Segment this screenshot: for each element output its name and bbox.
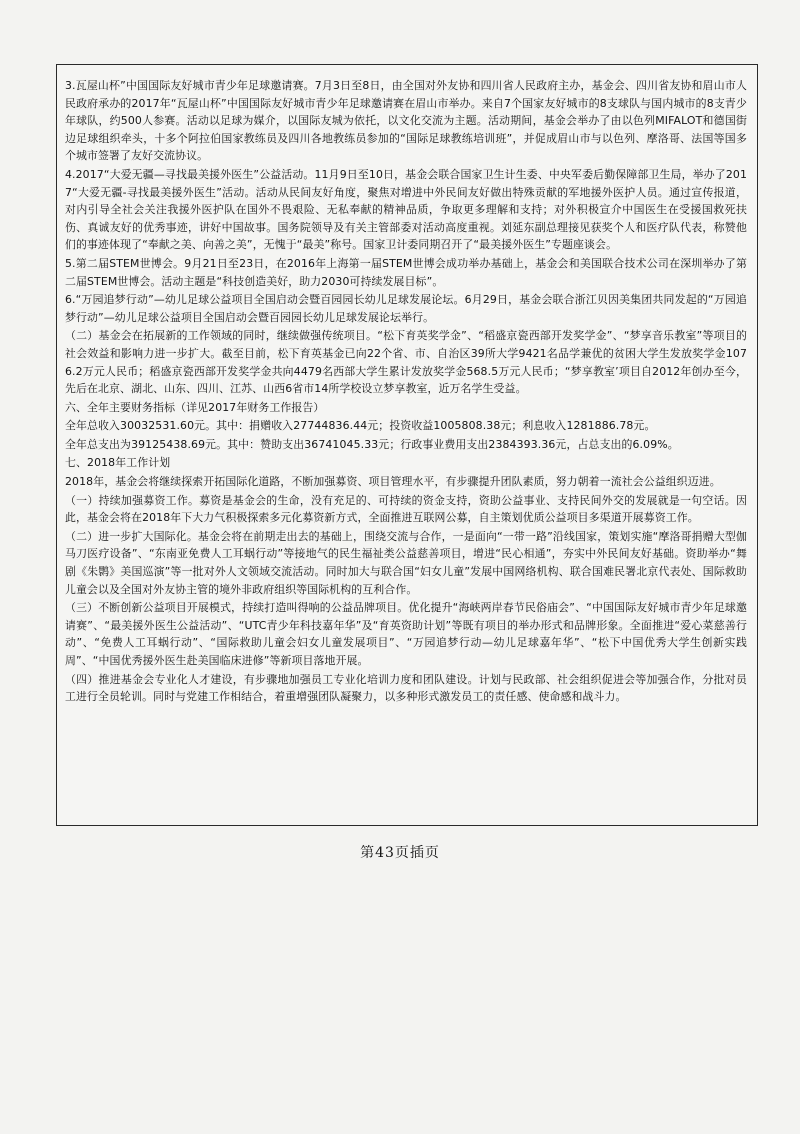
section-heading-2018-plan: 七、2018年工作计划 (65, 456, 171, 470)
paragraph-talent-building: （四）推进基金会专业化人才建设，有步骤地加强员工专业化培训力度和团队建设。计划与民政部、社会组织促进会等加强合作，分批对员工进行全员轮训。同时与党建工作相结合，着重增强团队凝聚力，以多种形式激发员工的责任感、使命感和战斗力。 (65, 672, 747, 704)
paragraph-total-income: 全年总收入30032531.60元。其中：捐赠收入27744836.44元；投资收益1005808.38元；利息收入1281886.78元。 (65, 419, 656, 433)
paragraph-best-foreign-aid-doctor: 4.2017“大爱无疆—寻找最美援外医生”公益活动。11月9日至10日，基金会联合国家卫生计生委、中央军委后勤保障部卫生局，举办了2017“大爱无疆-寻找最美援外医生”活动。活动从民间友好角度，聚焦对增进中外民间友好做出特殊贡献的军地援外医护人员。通过宣传报道，对内引导全社会关注我援外医护队在国外不畏艰险、无私奉献的精神品质，争取更多理解和支持；对外积极宣介中国医生在受援国救死扶伤、真诚友好的优秀事迹，讲好中国故事。国务院领导及有关主管部委对活动高度重视。刘延东副总理接见获奖个人和医疗队代表，称赞他们的事迹体现了“奉献之美、向善之美”，无愧于“最美”称号。国家卫计委同期召开了“最美援外医生”专题座谈会。 (65, 167, 747, 252)
paragraph-wawushan-cup: 3.瓦屋山杯”中国国际友好城市青少年足球邀请赛。7月3日至8日，由全国对外友协和四川省人民政府主办，基金会、四川省友协和眉山市人民政府承办的2017年“瓦屋山杯”中国国际友好城市青少年足球邀请赛在眉山市举办。来自7个国家友好城市的8支球队与国内城市的8支青少年球队，约500人参赛。活动以足球为媒介，以国际友城为依托，以文化交流为主题。活动期间，基金会举办了由以色列MIFALOT和德国街边足球组织牵头，十多个阿拉伯国家教练员及四川各地教练员参加的“国际足球教练培训班”，并促成眉山市与以色列、摩洛哥、法国等国多个城市签署了友好交流协议。 (65, 79, 747, 163)
page-caption: 第43页插页 (360, 845, 440, 861)
paragraph-total-expense: 全年总支出为39125438.69元。其中：赞助支出36741045.33元；行政事业费用支出2384393.36元，占总支出的6.09%。 (65, 437, 679, 451)
paragraph-fundraising: （一）持续加强募资工作。募资是基金会的生命，没有充足的、可持续的资金支持，资助公益事业、支持民间外交的发展就是一句空话。因此，基金会将在2018年下大力气积极探索多元化募资新方式，全面推进互联网公募，自主策划优质公益项目多渠道开展募资工作。 (65, 493, 747, 525)
paragraph-brand-projects: （三）不断创新公益项目开展模式，持续打造叫得响的公益品牌项目。优化提升“海峡两岸春节民俗庙会”、“中国国际友好城市青少年足球邀请赛”、“最美援外医生公益活动”、“UTC青少年科技嘉年华”及“育英资助计划”等既有项目的举办形式和品牌形象。全面推进“爱心菜慈善行动”、“免费人工耳蜗行动”、“国际救助儿童会妇女儿童发展项目”、“万园追梦行动—幼儿足球嘉年华”、“松下中国优秀大学生创新实践周”、“中国优秀援外医生赴美国临床进修”等新项目落地开展。 (65, 601, 747, 667)
paragraph-stem-expo: 5.第二届STEM世博会。9月21日至23日，在2016年上海第一届STEM世博会成功举办基础上，基金会和美国联合技术公司在深圳举办了第二届STEM世博会。活动主题是“科技创造美好，助力2030可持续发展目标”。 (65, 256, 747, 288)
paragraph-wanyuan-dream: 6.“万园追梦行动”—幼儿足球公益项目全国启动会暨百园园长幼儿足球发展论坛。6月29日，基金会联合浙江贝因美集团共同发起的“万园追梦行动”—幼儿足球公益项目全国启动会暨百园园长幼儿足球发展论坛举行。 (65, 293, 747, 324)
document-body (56, 64, 758, 826)
paragraph-internationalization: （二）进一步扩大国际化。基金会将在前期走出去的基础上，围绕交流与合作，一是面向“一带一路”沿线国家，策划实施“摩洛哥捐赠大型伽马刀医疗设备”、“东南亚免费人工耳蜗行动”等接地气的民生福祉类公益慈善项目，增进“民心相通”，夯实中外民间友好基础。资助举办“舞剧《朱鹮》美国巡演”等一批对外人文领域交流活动。同时加大与联合国“妇女儿童”发展中国网络机构、联合国难民署北京代表处、国际救助儿童会以及全国对外友协主管的境外非政府组织等国际机构的互利合作。 (65, 529, 747, 596)
paragraph-traditional-projects: （二）基金会在拓展新的工作领域的同时，继续做强传统项目。“松下育英奖学金”、“稻盛京瓷西部开发奖学金”、“梦享音乐教室”等项目的社会效益和影响力进一步扩大。截至目前，松下育英基金已向22个省、市、自治区39所大学9421名品学兼优的贫困大学生发放奖学金1076.2万元人民币；稻盛京瓷西部开发奖学金共向4479名西部大学生累计发放奖学金568.5万元人民币；“梦享教室’项目自2012年创办至今，先后在北京、湖北、山东、四川、江苏、山西6省市14所学校设立梦享教室，近万名学生受益。 (65, 329, 747, 396)
paragraph-2018-intro: 2018年，基金会将继续探索开拓国际化道路，不断加强募资、项目管理水平，有步骤提升团队素质，努力朝着一流社会公益组织迈进。 (65, 475, 721, 489)
section-heading-financial: 六、全年主要财务指标（详见2017年财务工作报告） (65, 400, 325, 414)
